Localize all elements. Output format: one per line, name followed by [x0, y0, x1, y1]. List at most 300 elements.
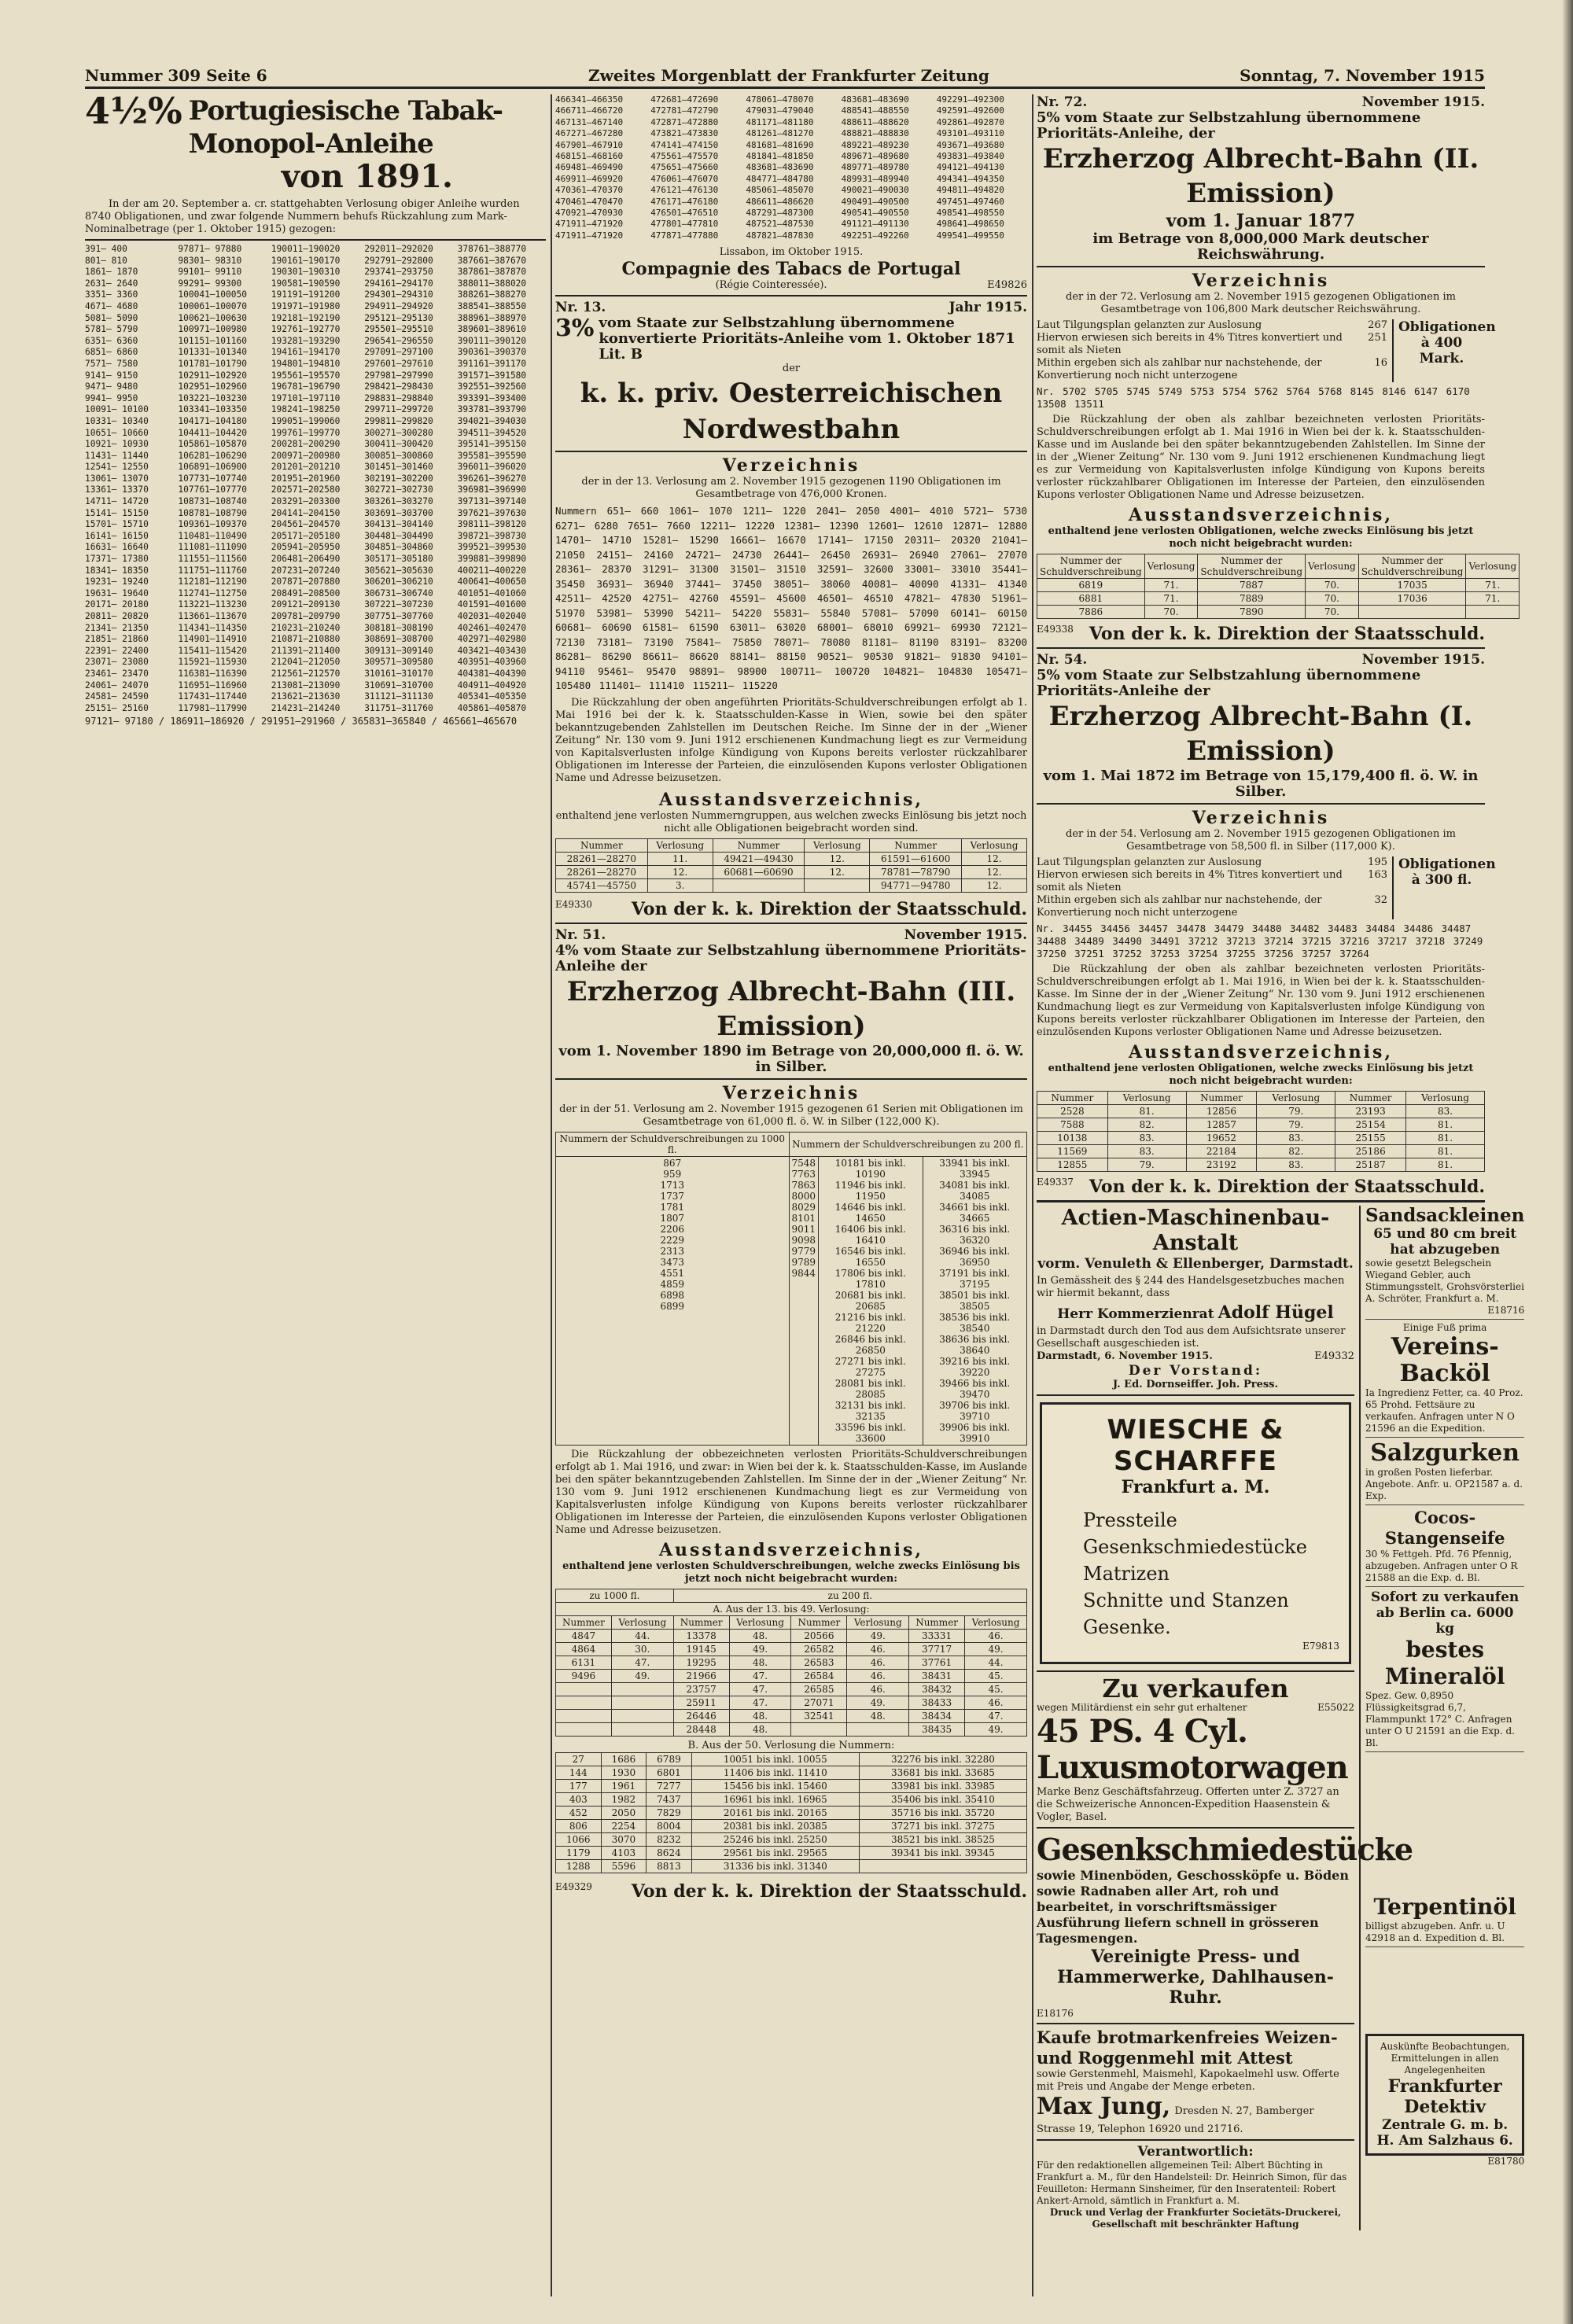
repayment-notice: Die Rückzahlung der oben als zahlbar bezeichneten verlosten Prioritäts-Schuldverschreibungen erfolgt ab 1. Mai 1916 in Wien bei der k. k. Staatsschulden-Kasse und im Auslande bei den später bekanntzugebenden Zahlstellen. Im Sinne der in der „Wiener Zeitung“ Nr. 130 vom 9. Juni 1912 erschienenen Kundmachung liegt es zur Vermeidung von Kapitalsverlusten infolge Kündigung von Kupons bereits verloster rückzahlbarer Obligationen im Interesse der Parteien, den einzulösenden Kupons verloster Obligationen Name und Adresse beizusetzen. [1037, 414, 1485, 501]
list-item: 32131 bis inkl. 32135 [834, 1399, 906, 1422]
list-item: 395141—395150 [457, 439, 527, 450]
table-cell: 29561 bis inkl. 29565 [691, 1846, 859, 1859]
column-header: Verlosung [1107, 1092, 1186, 1105]
list-item: 25151— 25160 [85, 702, 149, 713]
notice-title: 4% vom Staate zur Selbstzahlung übernommene Prioritäts-Anleihe der [555, 941, 1026, 974]
column-header: Nummer der Schuldverschreibung [1037, 554, 1145, 579]
table-cell: 70. [1306, 592, 1359, 606]
list-item: 20681 bis inkl. 20685 [834, 1289, 906, 1312]
table-cell: 28261—28270 [556, 852, 648, 865]
list-item: 1713 [660, 1179, 685, 1191]
table-row [556, 878, 1027, 892]
list-item: 113661—113670 [178, 611, 247, 621]
list-item: 484771—484780 [746, 173, 814, 184]
table-cell: 15456 bis inkl. 15460 [691, 1779, 859, 1792]
list-item: 404911—404920 [457, 680, 527, 691]
list-item: 102951—102960 [178, 381, 247, 392]
table-cell: 2528 [1037, 1105, 1108, 1118]
list-item: 14711— 14720 [85, 496, 149, 507]
list-item: 105861—105870 [178, 439, 247, 450]
list-item: 192761—192770 [271, 324, 341, 335]
side-ad-title: Frankfurter Detektiv [1387, 2076, 1502, 2117]
list-item: 401051—401060 [457, 587, 527, 598]
list-item: 398111—398120 [457, 519, 527, 530]
list-item: 199051—199060 [271, 415, 341, 426]
list-item: 395581—395590 [457, 450, 527, 461]
table-cell: 11569 [1037, 1145, 1108, 1158]
ausstand-text: enthaltend jene verlosten Nummerngruppen, aus welchen zwecks Einlösung bis jetzt noch nicht alle Obligationen beigebracht worden sind. [555, 809, 1027, 834]
table-cell: 81. [1405, 1158, 1484, 1172]
ad-text: In Gemässheit des § 244 des Handelsgesetzbuches machen wir hiermit bekannt, dass [1037, 1275, 1345, 1299]
list-item: 401591—401600 [457, 599, 527, 610]
table-cell: 28448 [673, 1722, 729, 1736]
ad-city: Frankfurt a. M. [1121, 1477, 1270, 1497]
table-cell: 26446 [673, 1709, 729, 1722]
list-item: Gesenkschmiedestücke [1083, 1536, 1307, 1558]
ad-sale-pre: wegen Militärdienst ein sehr gut erhaltener [1037, 1702, 1247, 1713]
table-cell: 22184 [1186, 1145, 1257, 1158]
list-item: 34661 bis inkl. 34665 [939, 1201, 1011, 1224]
list-item: 297981—297990 [364, 370, 433, 381]
table-cell: 79. [1257, 1105, 1335, 1118]
notice-year: Jahr 1915. [949, 300, 1027, 316]
list-item: 98301— 98310 [178, 255, 242, 266]
list-item: 300851—300860 [364, 450, 433, 461]
list-item: 115411—115420 [178, 645, 247, 656]
list-item: 304481—304490 [364, 530, 433, 541]
calc-label: Laut Tilgungsplan gelanzten zur Auslosung [1037, 856, 1262, 868]
list-item: 295501—295510 [364, 324, 433, 335]
list-item: 213081—213090 [271, 680, 341, 691]
list-item: 10331— 10340 [85, 415, 149, 426]
list-item: 467271—467280 [555, 128, 624, 139]
list-item: 18341— 18350 [85, 565, 149, 576]
railway-sub: vom 1. November 1890 im Betrage von 20,000,000 fl. ö. W. in Silber. [558, 1042, 1024, 1075]
table-cell [847, 1722, 909, 1736]
list-item: 469911—469920 [555, 173, 624, 184]
list-item: 487521—487530 [746, 219, 814, 230]
list-item: 20171— 20180 [85, 599, 149, 610]
notice-title: 5% vom Staate zur Selbstzahlung übernommene Prioritäts-Anleihe, der [1037, 109, 1421, 142]
list-item: 114901—114910 [178, 634, 247, 645]
side-ad-text: in großen Posten lieferbar. Angebote. Anfr. u. OP21587 a. d. Exp. [1365, 1467, 1523, 1501]
list-item: 9844 [791, 1267, 816, 1279]
table-cell: 11406 bis inkl. 11410 [691, 1766, 859, 1779]
table-cell: 38432 [909, 1682, 965, 1696]
list-item: 1861— 1870 [85, 267, 138, 278]
list-item: 201951—201960 [271, 473, 341, 484]
list-item: 4671— 4680 [85, 300, 138, 311]
list-item: 102911—102920 [178, 370, 247, 381]
column-header: Nummer [1037, 1092, 1108, 1105]
list-item: 21341— 21350 [85, 622, 149, 633]
list-item: 394511—394520 [457, 427, 527, 438]
table-cell: 11. [647, 852, 713, 865]
table-cell: 403 [556, 1792, 602, 1806]
list-item: 867 [663, 1157, 682, 1169]
list-item: 6851— 6860 [85, 347, 138, 358]
notice-number: Nr. 54. [1037, 652, 1088, 668]
table-cell: 7437 [647, 1792, 692, 1806]
ausstand-heading: Ausstandsverzeichnis, [1128, 505, 1394, 525]
table-cell [611, 1682, 673, 1696]
list-item: 26846 bis inkl. 26850 [834, 1333, 906, 1356]
table-row [556, 1629, 1027, 1642]
list-item: 492591—492600 [936, 105, 1004, 116]
table-cell [611, 1696, 673, 1709]
table-cell: 4103 [601, 1846, 647, 1859]
list-item: 104171—104180 [178, 415, 247, 426]
list-item: 115921—115930 [178, 657, 247, 668]
table-cell: 83. [1257, 1132, 1335, 1145]
table-cell [556, 1682, 612, 1696]
table-cell: 7887 [1198, 579, 1306, 592]
list-item: 472871—472880 [650, 116, 719, 127]
column-middle [555, 94, 1027, 2296]
list-item: 302721—302730 [364, 484, 433, 495]
table-cell: 20161 bis inkl. 20165 [691, 1806, 859, 1819]
drawn-numbers-continued [555, 94, 1027, 241]
table-cell: 8232 [647, 1832, 692, 1846]
calc-value: 32 [1374, 894, 1387, 906]
table-cell: 12. [805, 852, 870, 865]
outstanding-table [555, 838, 1027, 893]
list-item: 305171—305180 [364, 554, 433, 565]
side-ad-title: Salzgurken [1370, 1439, 1520, 1467]
calc-value: 267 [1368, 319, 1387, 331]
list-item: 308691—308700 [364, 634, 433, 645]
table-cell: 23193 [1335, 1105, 1406, 1118]
list-item: 111751—111760 [178, 565, 247, 576]
list-item: 298421—298430 [364, 381, 433, 392]
list-item: 19631— 19640 [85, 587, 149, 598]
verzeichnis-text: der in der 72. Verlosung am 2. November 1915 gezogenen Obligationen im Gesamtbetrage von 106,800 Mark deutscher Reichswährung. [1066, 291, 1456, 315]
list-item: 16631— 16640 [85, 542, 149, 553]
list-item: 307221—307230 [364, 599, 433, 610]
loan-name: Portugiesische Tabak-Monopol-Anleihe [188, 95, 503, 160]
notice-number: Nr. 51. [555, 926, 606, 943]
table-cell: 44. [611, 1629, 673, 1642]
ad-flour-title: Kaufe brotmarkenfreies Weizen- und Roggenmehl mit Attest [1037, 2028, 1338, 2068]
list-item: 201201—201210 [271, 462, 341, 473]
table-cell: 25154 [1335, 1118, 1406, 1132]
table-cell [1358, 606, 1466, 619]
list-item: 491121—491130 [841, 219, 909, 230]
table-row [556, 1696, 1027, 1709]
list-item: 191971—191980 [271, 300, 341, 311]
list-item: 9098 [791, 1234, 816, 1246]
table-cell: 19652 [1186, 1132, 1257, 1145]
list-item: 399881—399890 [457, 554, 527, 565]
column-header: Nummer [673, 1615, 729, 1629]
loan-rate: 4½% [85, 90, 182, 132]
list-item: 487291—487300 [746, 208, 814, 219]
railway-name: Erzherzog Albrecht-Bahn (I. Emission) [1048, 701, 1473, 767]
list-item: 481681—481690 [746, 139, 814, 150]
table-row [1037, 1118, 1485, 1132]
table-cell: 83. [1257, 1158, 1335, 1172]
list-item: 492291—492300 [936, 94, 1004, 105]
list-item: 494811—494820 [936, 185, 1004, 196]
table-cell: 20381 bis inkl. 20385 [691, 1819, 859, 1832]
table-cell: 12. [647, 865, 713, 878]
list-item: 6898 [660, 1289, 685, 1301]
table-row [1037, 1158, 1485, 1172]
table-cell: 32541 [791, 1709, 847, 1722]
list-item: 20811— 20820 [85, 611, 149, 621]
list-item: 472781—472790 [650, 105, 719, 116]
list-item: 207231—207240 [271, 565, 341, 576]
list-item: 100621—100630 [178, 312, 247, 323]
table-cell: 12. [962, 878, 1027, 892]
list-item: 116951—116960 [178, 680, 247, 691]
table-cell: 48. [729, 1629, 791, 1642]
table-cell: 7886 [1037, 606, 1145, 619]
list-item: 8101 [791, 1212, 816, 1224]
table-cell: 1982 [601, 1792, 647, 1806]
list-item: 9471— 9480 [85, 381, 138, 392]
list-item: 192181—192190 [271, 312, 341, 323]
table-cell: 83. [1107, 1145, 1186, 1158]
list-item: 190161—190170 [271, 255, 341, 266]
ad-code: E49330 [555, 898, 592, 910]
table-cell: 33681 bis inkl. 33685 [859, 1766, 1026, 1779]
table-cell: 47. [611, 1656, 673, 1669]
list-item: 305621—305630 [364, 565, 433, 576]
list-item: 205171—205180 [271, 530, 341, 541]
ad-flour-addr: Dresden N. 27, Bamberger Strasse 19, Telephon 16920 und 21716. [1037, 2105, 1314, 2135]
calc-value: 16 [1374, 357, 1387, 369]
side-ad-text: billigst abzugeben. Anfr. u. U 42918 an d. Expedition d. Bl. [1365, 1921, 1505, 1943]
list-item: 378761—388770 [457, 244, 527, 254]
column-left [85, 90, 546, 2296]
list-item: 403421—403430 [457, 645, 527, 656]
list-item: 38536 bis inkl. 38540 [939, 1311, 1011, 1334]
company-sub: (Régie Cointeressée). [715, 279, 827, 292]
list-item: 494341—494350 [936, 173, 1004, 184]
table-cell: 82. [1107, 1118, 1186, 1132]
notice-month: November 1915. [1361, 94, 1485, 110]
table-cell: 32276 bis inkl. 32280 [859, 1752, 1026, 1766]
column-header: Nummern der Schuldverschreibungen zu 1000 fl. [556, 1132, 790, 1156]
table-cell: 12855 [1037, 1158, 1108, 1172]
side-ad-place: ab Berlin ca. 6000 kg [1376, 1605, 1514, 1637]
list-item: 199761—199770 [271, 427, 341, 438]
outstanding-table [1037, 1091, 1485, 1172]
imprint-text: Für den redaktionellen allgemeinen Teil: Albert Büchting in Frankfurt a. M., für den Handelsteil: Dr. Heinrich Simon, für das Feuilleton: Hermann Sinsheimer, für den Inseratenteil: Robert Ankert-Arnold, sämtlich in Frankfurt a. M. [1037, 2160, 1347, 2206]
list-item: 308181—308190 [364, 622, 433, 633]
table-cell: 452 [556, 1806, 602, 1819]
list-item: 493831—493840 [936, 151, 1004, 162]
drawn-numbers-table [555, 1752, 1027, 1873]
railway-name: Erzherzog Albrecht-Bahn (II. Emission) [1042, 143, 1479, 209]
list-item: 190581—190590 [271, 278, 341, 289]
table-cell: 4847 [556, 1629, 612, 1642]
table-cell: 47. [965, 1709, 1027, 1722]
list-item: 28081 bis inkl. 28085 [834, 1377, 906, 1400]
outstanding-table [555, 1589, 1027, 1737]
list-item: 4859 [660, 1278, 685, 1290]
ad-code: E79813 [1302, 1641, 1339, 1652]
table-cell: 25911 [673, 1696, 729, 1709]
list-item: 470361—470370 [555, 185, 624, 196]
list-item: 309571—309580 [364, 657, 433, 668]
directorate-signature: Von der k. k. Direktion der Staatsschuld. [631, 1880, 1027, 1902]
table-cell: 38434 [909, 1709, 965, 1722]
side-ad-text: Spez. Gew. 0,8950 Flüssigkeitsgrad 6,7, Flammpunkt 172° C. Anfragen unter O U 21591 an die Exp. d. Bl. [1365, 1690, 1515, 1748]
railway-name: Erzherzog Albrecht-Bahn (III. Emission) [566, 975, 1016, 1042]
table-cell: 70. [1306, 606, 1359, 619]
table-cell [789, 1156, 819, 1445]
list-item: 200971—200980 [271, 450, 341, 461]
list-item: 402031—402040 [457, 611, 527, 621]
list-item: 472681—472690 [650, 94, 719, 105]
table-cell: 6801 [647, 1766, 692, 1779]
list-item: 13061— 13070 [85, 473, 149, 484]
column-header: Nummer [713, 838, 805, 852]
list-item: 296541—296550 [364, 335, 433, 346]
table-cell: 49. [965, 1642, 1027, 1656]
side-ad-title: bestes Mineralöl [1384, 1637, 1505, 1689]
list-item: 400211—400220 [457, 565, 527, 576]
list-item: 307751—307760 [364, 611, 433, 621]
table-cell: 17036 [1358, 592, 1466, 606]
table-row [1037, 1145, 1485, 1158]
list-item: 399521—399530 [457, 542, 527, 553]
list-item: 485061—485070 [746, 185, 814, 196]
table-cell: 82. [1257, 1145, 1335, 1158]
list-item: 297601—297610 [364, 358, 433, 369]
table-row [1037, 606, 1520, 619]
table-cell: 70. [1144, 606, 1198, 619]
der-label: der [782, 363, 801, 375]
table-cell: 2254 [601, 1819, 647, 1832]
table-cell: 46. [847, 1642, 909, 1656]
table-cell: 26584 [791, 1669, 847, 1682]
denomination-note: Obligationen à 300 fl. [1392, 856, 1485, 919]
list-item: 196781—196790 [271, 381, 341, 392]
list-item: 476171—476180 [650, 196, 719, 207]
list-item: 107761—107770 [178, 484, 247, 495]
table-cell: 30. [611, 1642, 673, 1656]
calc-value: 195 [1368, 856, 1387, 868]
calc-label: Mithin ergeben sich als zahlbar nur nachstehende, der Konvertierung noch nicht unterzogene [1037, 357, 1322, 381]
side-ad-title: Terpentinöl [1373, 1894, 1516, 1920]
table-cell: 49. [847, 1696, 909, 1709]
list-item: 190011—190020 [271, 244, 341, 254]
ad-car-text: Marke Benz Geschäftsfahrzeug. Offerten unter Z. 3727 an die Schweizerische Annoncen-Expedition Haasenstein & Vogler, Basel. [1037, 1786, 1339, 1823]
table-cell: 8004 [647, 1819, 692, 1832]
list-item: 21851— 21860 [85, 634, 149, 645]
table-cell: 39341 bis inkl. 39345 [859, 1846, 1026, 1859]
notice-rate: 3% [555, 315, 595, 343]
ad-board-names: J. Ed. Dornseiffer. Joh. Press. [1112, 1379, 1279, 1390]
table-cell: 25246 bis inkl. 25250 [691, 1832, 859, 1846]
column-header: Nummer [870, 838, 962, 852]
list-item: 15141— 15150 [85, 507, 149, 518]
list-item: 301451—301460 [364, 462, 433, 473]
list-item: 23461— 23470 [85, 668, 149, 679]
column-header: Nummern der Schuldverschreibungen zu 200 fl. [789, 1132, 1026, 1156]
list-item: 405341—405350 [457, 691, 527, 702]
verzeichnis-heading: Verzeichnis [722, 455, 860, 477]
part-b-heading: B. Aus der 50. Verlosung die Nummern: [687, 1739, 895, 1751]
table-cell [611, 1709, 673, 1722]
ad-code: E81780 [1487, 2156, 1525, 2167]
list-item: 483681—483690 [841, 94, 909, 105]
column-header: Nummer [909, 1615, 965, 1629]
side-ad-addr: Zentrale G. m. b. H. Am Salzhaus 6. [1376, 2117, 1513, 2149]
table-cell: 35716 bis inkl. 35720 [859, 1806, 1026, 1819]
table-cell: 47. [729, 1669, 791, 1682]
side-ad-pre: Auskünfte Beobachtungen, Ermittelungen in allen Angelegenheiten [1380, 2041, 1510, 2075]
list-item: 3351— 3360 [85, 289, 138, 300]
list-item: 388011—388020 [457, 278, 527, 289]
list-item: 393391—393400 [457, 392, 527, 403]
list-item: 10921— 10930 [85, 439, 149, 450]
list-item: 487821—487830 [746, 230, 814, 241]
table-cell [859, 1859, 1026, 1873]
list-item: 481171—481180 [746, 116, 814, 127]
list-item: 36946 bis inkl. 36950 [939, 1245, 1011, 1268]
column-header: Verlosung [1144, 554, 1198, 579]
list-item: Matrizen [1083, 1563, 1170, 1585]
list-item: 9011 [791, 1223, 816, 1235]
list-item: 39466 bis inkl. 39470 [939, 1377, 1011, 1400]
column-header: Verlosung [1466, 554, 1520, 579]
list-item: 497451—497460 [936, 196, 1004, 207]
ad-code: E49329 [555, 1880, 592, 1892]
table-cell: 71. [1466, 592, 1520, 606]
table-cell: 35406 bis inkl. 35410 [859, 1792, 1026, 1806]
ad-code: E55022 [1317, 1702, 1354, 1713]
list-item: 9789 [791, 1256, 816, 1268]
side-ad-text: 30 % Fettgeh. Pfd. 76 Pfennig, abzugeben. Anfragen unter O R 21588 an die Exp. d. Bl. [1365, 1549, 1518, 1583]
table-cell: 46. [965, 1629, 1027, 1642]
table-cell: 81. [1405, 1118, 1484, 1132]
ad-flour-name: Max Jung, [1037, 2093, 1171, 2120]
table-cell: 38433 [909, 1696, 965, 1709]
table-cell: 25186 [1335, 1145, 1406, 1158]
list-item: 394021—394030 [457, 415, 527, 426]
list-item: 2206 [660, 1223, 685, 1235]
list-item: 109361—109370 [178, 519, 247, 530]
calc-value: 251 [1368, 332, 1387, 344]
notice-number: Nr. 13. [555, 300, 606, 316]
list-item: 16141— 16150 [85, 530, 149, 541]
list-item: 490021—490030 [841, 185, 909, 196]
table-cell: 12857 [1186, 1118, 1257, 1132]
list-item: 16406 bis inkl. 16410 [834, 1223, 906, 1246]
table-cell: 46. [965, 1696, 1027, 1709]
list-item: 390111—390120 [457, 335, 527, 346]
list-item: 387661—387670 [457, 255, 527, 266]
table-cell: 45741—45750 [556, 878, 648, 892]
ad-code: E49337 [1037, 1177, 1074, 1188]
list-item: 15701— 15710 [85, 519, 149, 530]
list-item: 471911—471920 [555, 219, 624, 230]
side-ad-title: Cocos-Stangenseife [1384, 1508, 1505, 1548]
list-item: 294301—294310 [364, 289, 433, 300]
table-cell: 6819 [1037, 579, 1145, 592]
list-item: 467901—467910 [555, 139, 624, 150]
table-cell: 81. [1405, 1132, 1484, 1145]
table-cell [556, 1696, 612, 1709]
ad-code: E49338 [1037, 624, 1074, 635]
list-item: 209121—209130 [271, 599, 341, 610]
list-item: 489771—489780 [841, 162, 909, 173]
list-item: 2313 [660, 1245, 685, 1257]
